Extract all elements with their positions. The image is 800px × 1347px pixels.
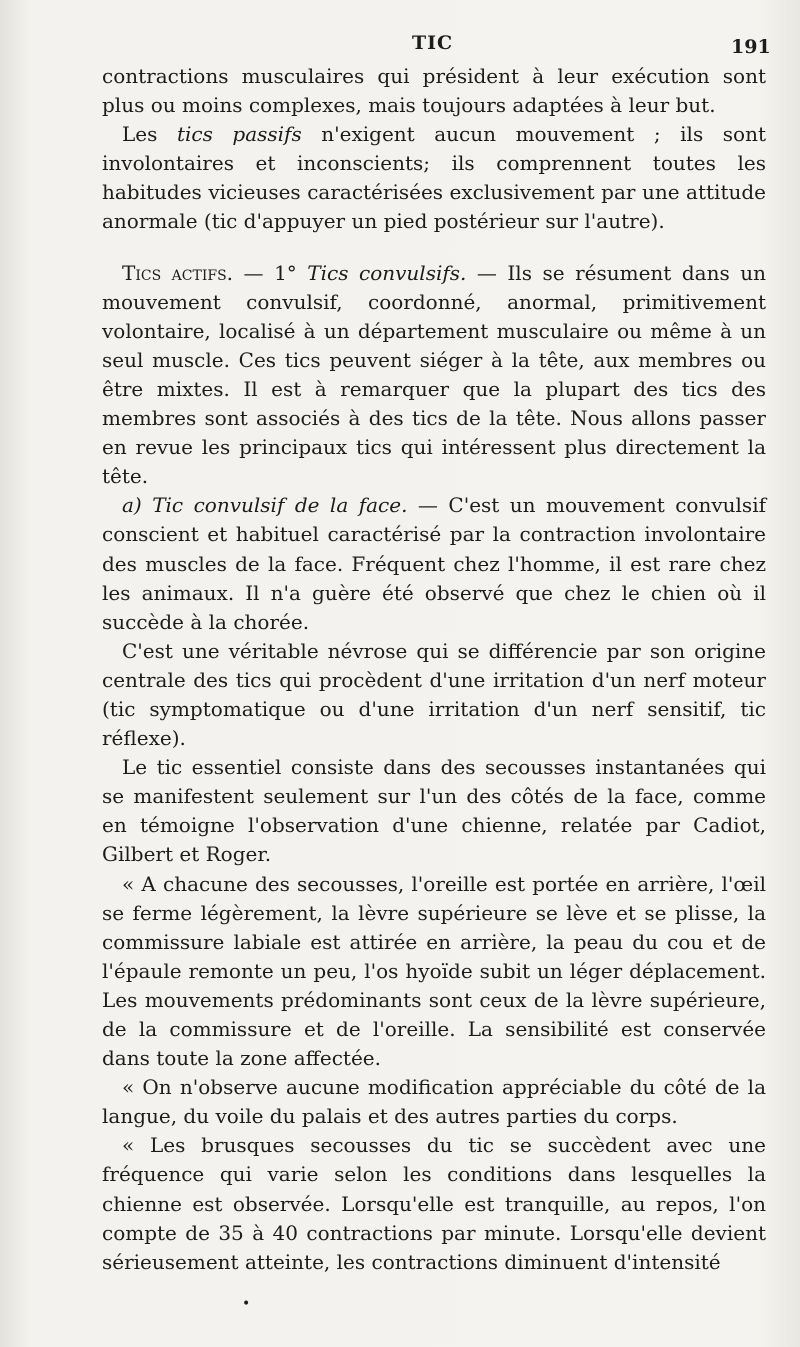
term-tics-convulsifs: Tics convulsifs. (307, 260, 467, 285)
footer-mark: • (242, 1296, 251, 1312)
running-head (0, 30, 800, 60)
section-heading-tics-actifs: Tics actifs. (122, 260, 234, 285)
page-number: 191 (731, 36, 771, 58)
quote-modification: « On n'observe aucune modification appréciable du côté de la langue, du voile du palais et des autres parties du corps. (102, 1075, 766, 1129)
term-tics-passifs: tics passifs (176, 122, 302, 147)
running-title: TIC (412, 32, 454, 54)
paragraph-nevrose: C'est une véritable névrose qui se différencie par son origine centrale des tics qui procèdent d'une irritation d'un nerf moteur (tic symptomatique ou d'une irritation d'un nerf sensitif, tic réflexe). (102, 638, 766, 751)
subheading-tic-convulsif-face: a) Tic convulsif de la face. (122, 493, 408, 518)
page-body (102, 62, 766, 1277)
paragraph-continuation: contractions musculaires qui président à leur exécution sont plus ou moins complexes, mais toujours adaptées à leur but. (102, 64, 766, 118)
paragraph-tic-essentiel: Le tic essentiel consiste dans des secousses instantanées qui se manifestent seulement sur l'un des côtés de la face, comme en témoigne l'observation d'une chienne, relatée par Cadiot, Gilbert et Roger. (102, 755, 766, 867)
paragraph-tic-convulsif-face: a) Tic convulsif de la face. — C'est un mouvement convulsif conscient et habituel caractérisé par la contraction involontaire des muscles de la face. Fréquent chez l'homme, il est rare chez les animaux. Il n'a guère été observé que chez le chien où il succède à la chorée. (102, 493, 766, 634)
quote-frequence: « Les brusques secousses du tic se succèdent avec une fréquence qui varie selon les conditions dans lesquelles la chienne est observée. Lorsqu'elle est tranquille, au repos, l'on compte de 35 à 40 contractions par minute. Lorsqu'elle devient sérieusement atteinte, les contractions diminuent d'intensité (102, 1133, 766, 1274)
quote-secousses: « A chacune des secousses, l'oreille est portée en arrière, l'œil se ferme légèrement, la lèvre supérieure se lève et se plisse, la commissure labiale est attirée en arrière, la peau du cou et de l'épaule remonte un peu, l'os hyoïde subit un léger déplacement. Les mouvements prédominants sont ceux de la lèvre supérieure, de la commissure et de l'oreille. La sensibilité est conservée dans toute la zone affectée. (102, 871, 766, 1071)
paragraph-tics-actifs: Tics actifs. — 1° Tics convulsifs. — Ils se résument dans un mouvement convulsif, coordonné, anormal, primitivement volontaire, localisé à un département musculaire ou même à un seul muscle. Ces tics peuvent siéger à la tête, aux membres ou être mixtes. Il est à remarquer que la plupart des tics des membres sont associés à des tics de la tête. Nous allons passer en revue les principaux tics qui intéressent plus directement la tête. (102, 260, 766, 489)
paragraph-tics-passifs: Les tics passifs n'exigent aucun mouvement ; ils sont involontaires et inconscients; ils comprennent toutes les habitudes vicieuses caractérisées exclusivement par une attitude anormale (tic d'appuyer un pied postérieur sur l'autre). (102, 122, 766, 234)
